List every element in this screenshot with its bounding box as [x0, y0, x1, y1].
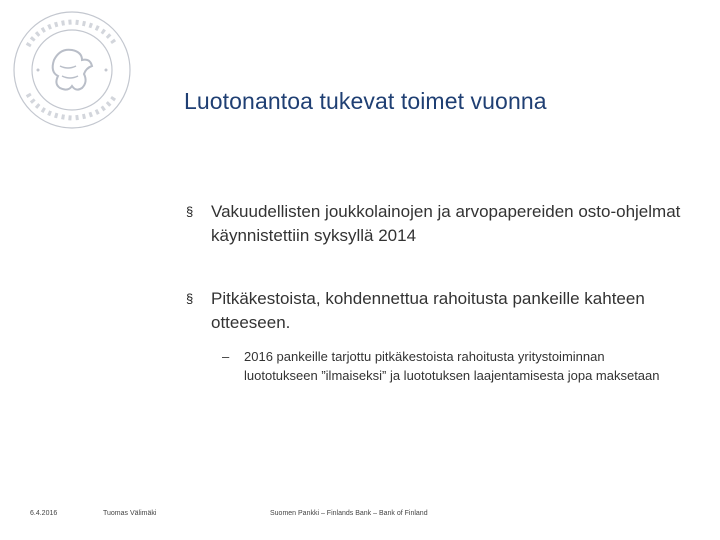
bullet-marker: §	[186, 291, 194, 306]
footer-organization: Suomen Pankki – Finlands Bank – Bank of Finland	[270, 510, 428, 517]
bank-of-finland-seal-icon	[10, 8, 134, 132]
footer-author: Tuomas Välimäki	[103, 510, 157, 517]
footer-date: 6.4.2016	[30, 510, 58, 517]
seal-lion	[53, 50, 92, 90]
slide-title: Luotonantoa tukevat toimet vuonna	[184, 88, 547, 114]
bullet-text: Pitkäkestoista, kohdennettua rahoitusta pankeille kahteen otteeseen.	[211, 289, 645, 332]
seal-inner-ring	[32, 30, 112, 110]
sub-bullet-marker: –	[222, 349, 230, 364]
sub-bullet-text: 2016 pankeille tarjottu pitkäkestoista rahoitusta yritystoiminnan luototukseen ”ilmaiseksi” ja luototuksen laajentamisesta jopa maksetaan	[244, 349, 660, 383]
bullet-marker: §	[186, 204, 194, 219]
bullet-text: Vakuudellisten joukkolainojen ja arvopapereiden osto-ohjelmat käynnistettiin syksyllä 2014	[211, 202, 681, 245]
